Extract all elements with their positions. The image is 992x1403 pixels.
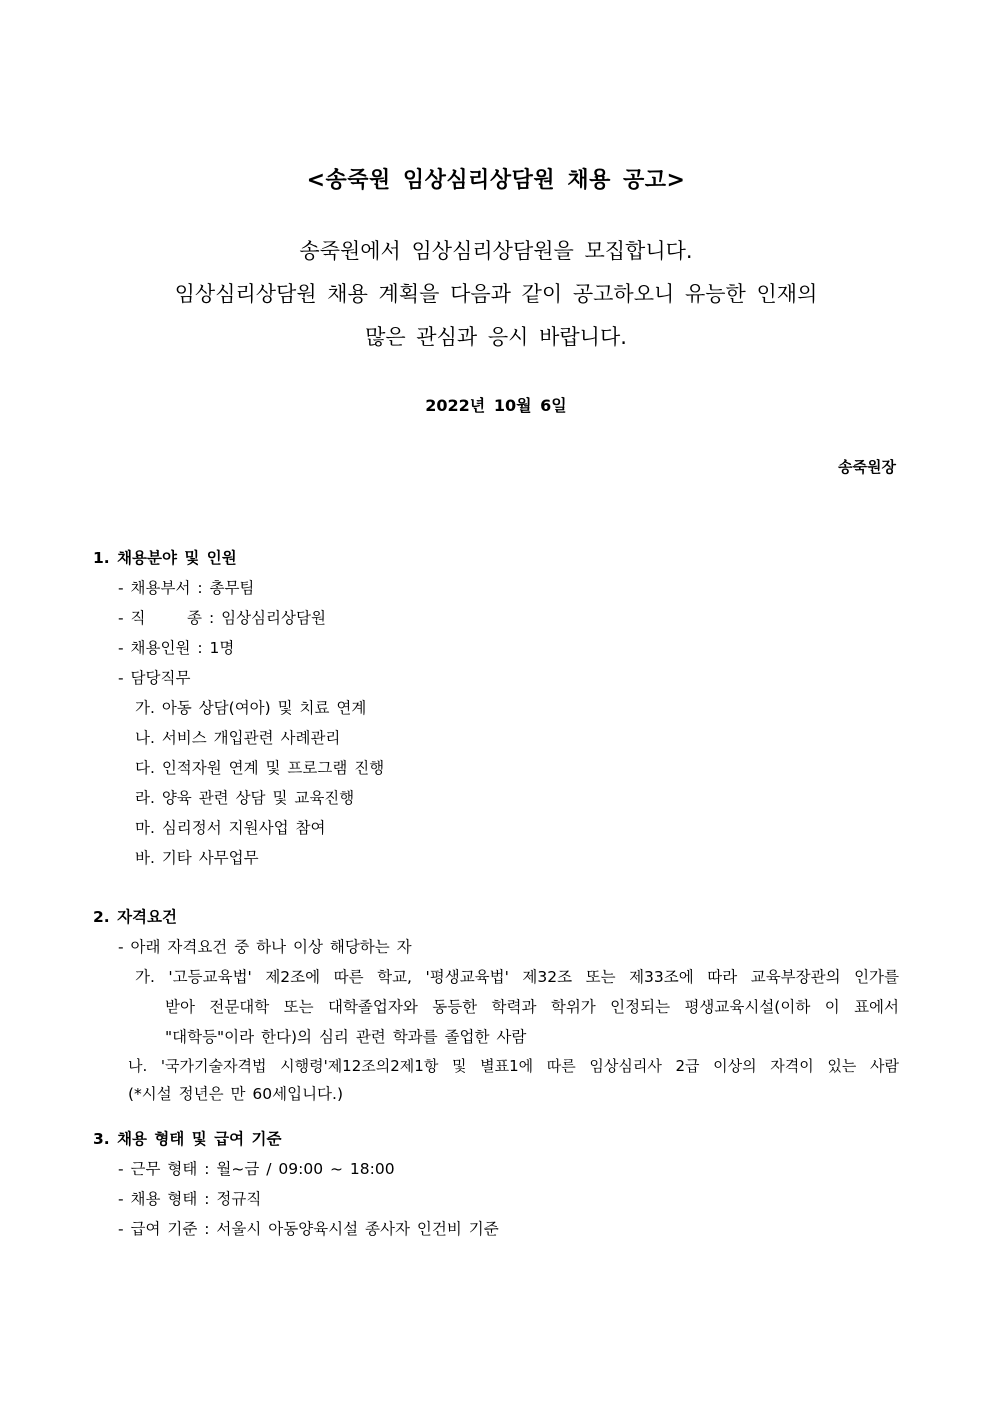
intro-paragraph (0, 230, 992, 359)
section-qualifications (93, 902, 899, 1108)
duties-label: - 담당직무 (118, 669, 191, 687)
section-heading: 2. 자격요건 (93, 908, 177, 926)
section-heading: 3. 채용 형태 및 급여 기준 (93, 1130, 282, 1148)
announcement-date: 2022년 10월 6일 (425, 396, 567, 415)
duty-item: 마. 심리정서 지원사업 참여 (135, 819, 326, 837)
section-recruitment-field (93, 543, 899, 873)
work-hours-line: - 근무 형태 : 월~금 / 09:00 ~ 18:00 (118, 1160, 395, 1178)
page-title: <송죽원 임상심리상담원 채용 공고> (306, 168, 686, 193)
department-line: - 채용부서 : 총무팀 (118, 579, 255, 597)
duty-item: 라. 양육 관련 상담 및 교육진행 (135, 789, 355, 807)
headcount-line: - 채용인원 : 1명 (118, 639, 235, 657)
duty-item: 다. 인적자원 연계 및 프로그램 진행 (135, 759, 385, 777)
intro-line: 많은 관심과 응시 바랍니다. (365, 325, 627, 349)
section-heading: 1. 채용분야 및 인원 (93, 549, 237, 567)
qualification-item-a: 가. '고등교육법' 제2조에 따른 학교, '평생교육법' 제32조 또는 제33조에 따라 교육부장관의 인가를 (135, 968, 899, 986)
duty-item: 가. 아동 상담(여아) 및 치료 연계 (135, 699, 367, 717)
duty-item: 나. 서비스 개입관련 사례관리 (135, 729, 341, 747)
section-employment-terms (93, 1124, 899, 1244)
qualification-item-b: 나. '국가기술자격법 시행령'제12조의2제1항 및 별표1에 따른 임상심리사 2급 이상의 자격이 있는 사람 (128, 1057, 899, 1075)
employment-type-line: - 채용 형태 : 정규직 (118, 1190, 262, 1208)
retirement-note: (*시설 정년은 만 60세입니다.) (128, 1085, 344, 1103)
qualification-item-a-cont: 받아 전문대학 또는 대학졸업자와 동등한 학력과 학위가 인정되는 평생교육시설(이하 이 표에서 (165, 998, 899, 1016)
qualification-item-a-cont: "대학등"이라 한다)의 심리 관련 학과를 졸업한 사람 (165, 1028, 527, 1046)
salary-basis-line: - 급여 기준 : 서울시 아동양육시설 종사자 인건비 기준 (118, 1220, 499, 1238)
signer: 송죽원장 (838, 458, 896, 476)
qualification-intro: - 아래 자격요건 중 하나 이상 해당하는 자 (118, 938, 412, 956)
duty-item: 바. 기타 사무업무 (135, 849, 259, 867)
intro-line: 송죽원에서 임상심리상담원을 모집합니다. (299, 239, 693, 263)
job-type-line: - 직 종 : 임상심리상담원 (118, 609, 326, 627)
intro-line: 임상심리상담원 채용 계획을 다음과 같이 공고하오니 유능한 인재의 (174, 282, 818, 306)
